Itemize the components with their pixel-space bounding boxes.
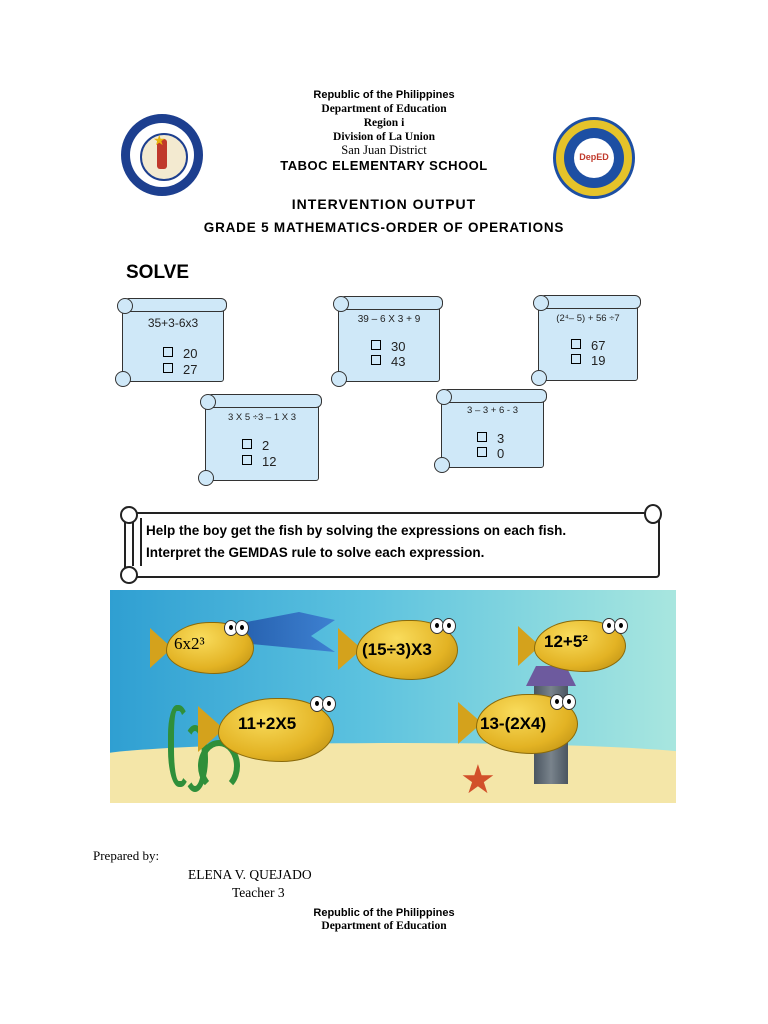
starfish-icon: ★ — [460, 757, 496, 803]
fish-item[interactable] — [338, 612, 460, 684]
checkbox-icon — [477, 432, 487, 442]
choice-option[interactable]: 19 — [571, 353, 605, 368]
problem-expression: 35+3-6x3 — [147, 316, 199, 330]
eye-icon — [562, 694, 576, 710]
choice-option[interactable]: 2 — [242, 438, 269, 453]
problem-card — [538, 302, 638, 381]
preparer-name: ELENA V. QUEJADO — [188, 867, 312, 882]
fish-label: 11+2X5 — [238, 714, 297, 733]
header-department: Department of Education — [321, 103, 447, 115]
deped-seal-logo: ★ — [121, 114, 203, 196]
choice-option[interactable]: 30 — [371, 339, 405, 354]
choice-option[interactable]: 0 — [477, 446, 504, 461]
header-division: Division of La Union — [333, 131, 435, 143]
footer-department: Department of Education — [321, 920, 447, 932]
fish-item[interactable] — [518, 614, 630, 676]
problem-expression: 3 X 5 ÷3 – 1 X 3 — [227, 412, 297, 423]
footer-republic: Republic of the Philippines — [313, 907, 455, 919]
checkbox-icon — [163, 347, 173, 357]
choice-option[interactable]: 67 — [571, 338, 605, 353]
preparer-position: Teacher 3 — [232, 885, 285, 900]
fish-scene-illustration — [110, 590, 676, 803]
choice-option[interactable]: 43 — [371, 354, 405, 369]
checkbox-icon — [242, 439, 252, 449]
problem-expression: 3 – 3 + 6 - 3 — [467, 405, 518, 416]
fish-label: 13-(2X4) — [480, 714, 547, 733]
problem-card — [338, 303, 440, 382]
instruction-line: Help the boy get the fish by solving the expressions on each fish. — [146, 523, 567, 538]
eye-icon — [442, 618, 456, 634]
instruction-banner — [124, 512, 660, 578]
instruction-line: Interpret the GEMDAS rule to solve each expression. — [146, 545, 485, 560]
problem-card — [205, 401, 319, 481]
choice-option[interactable]: 27 — [163, 362, 197, 377]
header-region: Region i — [363, 117, 405, 129]
page-title: INTERVENTION OUTPUT — [291, 196, 477, 212]
school-seal-logo: DepED — [553, 117, 635, 199]
problem-expression: 39 – 6 X 3 + 9 — [357, 314, 421, 325]
checkbox-icon — [371, 355, 381, 365]
checkbox-icon — [242, 455, 252, 465]
header-republic: Republic of the Philippines — [313, 89, 455, 101]
solve-heading: SOLVE — [126, 262, 189, 283]
problem-card — [122, 305, 224, 382]
eye-icon — [235, 620, 249, 636]
prepared-by-label: Prepared by: — [93, 848, 160, 863]
checkbox-icon — [163, 363, 173, 373]
fish-label: 12+5² — [544, 632, 588, 651]
checkbox-icon — [371, 340, 381, 350]
fish-label: (15÷3)X3 — [362, 640, 432, 659]
fish-item[interactable] — [458, 686, 580, 758]
problem-expression: (2⁴– 5) + 56 ÷7 — [556, 313, 620, 324]
school-name: TABOC ELEMENTARY SCHOOL — [280, 158, 488, 173]
choice-option[interactable]: 3 — [477, 431, 504, 446]
fish-label: 6x2³ — [174, 634, 205, 653]
checkbox-icon — [571, 339, 581, 349]
header-district: San Juan District — [341, 143, 427, 157]
eye-icon — [614, 618, 628, 634]
checkbox-icon — [571, 354, 581, 364]
fish-item[interactable] — [150, 616, 260, 678]
choice-option[interactable]: 20 — [163, 346, 197, 361]
page-subtitle: GRADE 5 MATHEMATICS-ORDER OF OPERATIONS — [203, 220, 565, 235]
problem-card — [441, 396, 544, 468]
eye-icon — [322, 696, 336, 712]
checkbox-icon — [477, 447, 487, 457]
fish-item[interactable] — [198, 690, 338, 766]
choice-option[interactable]: 12 — [242, 454, 276, 469]
